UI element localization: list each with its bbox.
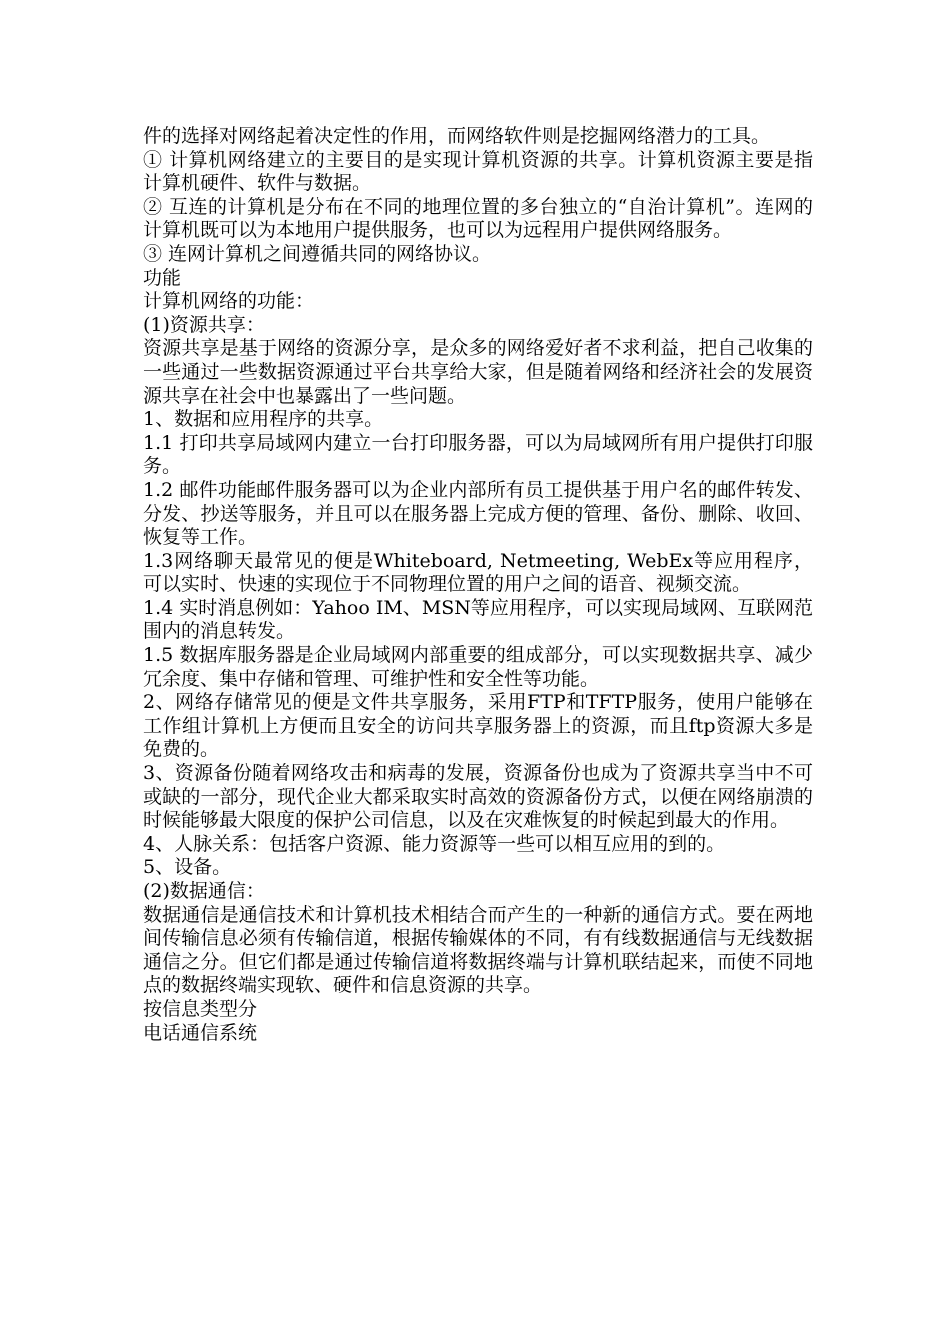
heading-by-info-type: 按信息类型分	[143, 997, 258, 1020]
item-1-2-mail: 1.2 邮件功能邮件服务器可以为企业内部所有员工提供基于用户名的邮件转发、分发、抄送等服务，并且可以在服务器上完成方便的管理、备份、删除、收回、恢复等工作。	[143, 478, 813, 549]
paragraph-point-2: ② 互连的计算机是分布在不同的地理位置的多台独立的“自治计算机”。连网的计算机既可以为本地用户提供服务，也可以为远程用户提供网络服务。	[143, 195, 813, 242]
paragraph-resource-sharing: 资源共享是基于网络的资源分享，是众多的网络爱好者不求利益，把自己收集的一些通过一些数据资源通过平台共享给大家，但是随着网络和经济社会的发展资源共享在社会中也暴露出了一些问题。	[143, 337, 813, 407]
document-body	[143, 125, 813, 1045]
item-data-app-sharing: 1、数据和应用程序的共享。	[143, 408, 384, 431]
item-1-3-chat: 1.3网络聊天最常见的便是Whiteboard, Netmeeting, WebEx等应用程序，可以实时、快速的实现位于不同物理位置的用户之间的语音、视频交流。	[143, 549, 813, 596]
paragraph-data-communication: 数据通信是通信技术和计算机技术相结合而产生的一种新的通信方式。要在两地间传输信息必须有传输信道，根据传输媒体的不同，有有线数据通信与无线数据通信之分。但它们都是通过传输信道将数据终端与计算机联结起来，而使不同地点的数据终端实现软、硬件和信息资源的共享。	[143, 903, 813, 997]
item-1-1-print-sharing: 1.1 打印共享局域网内建立一台打印服务器，可以为局域网所有用户提供打印服务。	[143, 431, 813, 478]
heading-network-functions: 计算机网络的功能：	[143, 290, 315, 313]
item-3-backup: 3、资源备份随着网络攻击和病毒的发展，资源备份也成为了资源共享当中不可或缺的一部分，现代企业大都采取实时高效的资源备份方式，以便在网络崩溃的时候能够最大限度的保护公司信息，以及在灾难恢复的时候起到最大的作用。	[143, 762, 813, 832]
heading-functions: 功能	[143, 266, 182, 289]
item-4-relationships: 4、人脉关系：包括客户资源、能力资源等一些可以相互应用的到的。	[143, 832, 726, 855]
paragraph-continuation: 件的选择对网络起着决定性的作用，而网络软件则是挖掘网络潜力的工具。	[143, 125, 771, 147]
heading-data-communication: (2)数据通信：	[143, 880, 265, 902]
heading-telephone-system: 电话通信系统	[143, 1021, 258, 1044]
item-5-devices: 5、设备。	[143, 856, 232, 879]
paragraph-point-3: ③ 连网计算机之间遵循共同的网络协议。	[143, 242, 492, 265]
paragraph-point-1: ① 计算机网络建立的主要目的是实现计算机资源的共享。计算机资源主要是指计算机硬件、软件与数据。	[143, 148, 813, 195]
item-1-5-database: 1.5 数据库服务器是企业局域网内部重要的组成部分，可以实现数据共享、减少冗余度、集中存储和管理、可维护性和安全性等功能。	[143, 644, 813, 690]
heading-resource-sharing: (1)资源共享：	[143, 313, 265, 336]
item-2-network-storage: 2、网络存储常见的便是文件共享服务，采用FTP和TFTP服务，使用户能够在工作组计算机上方便而且安全的访问共享服务器上的资源，而且ftp资源大多是免费的。	[143, 691, 813, 761]
item-1-4-instant-messaging: 1.4 实时消息例如：Yahoo IM、MSN等应用程序，可以实现局域网、互联网范围内的消息转发。	[143, 596, 813, 643]
